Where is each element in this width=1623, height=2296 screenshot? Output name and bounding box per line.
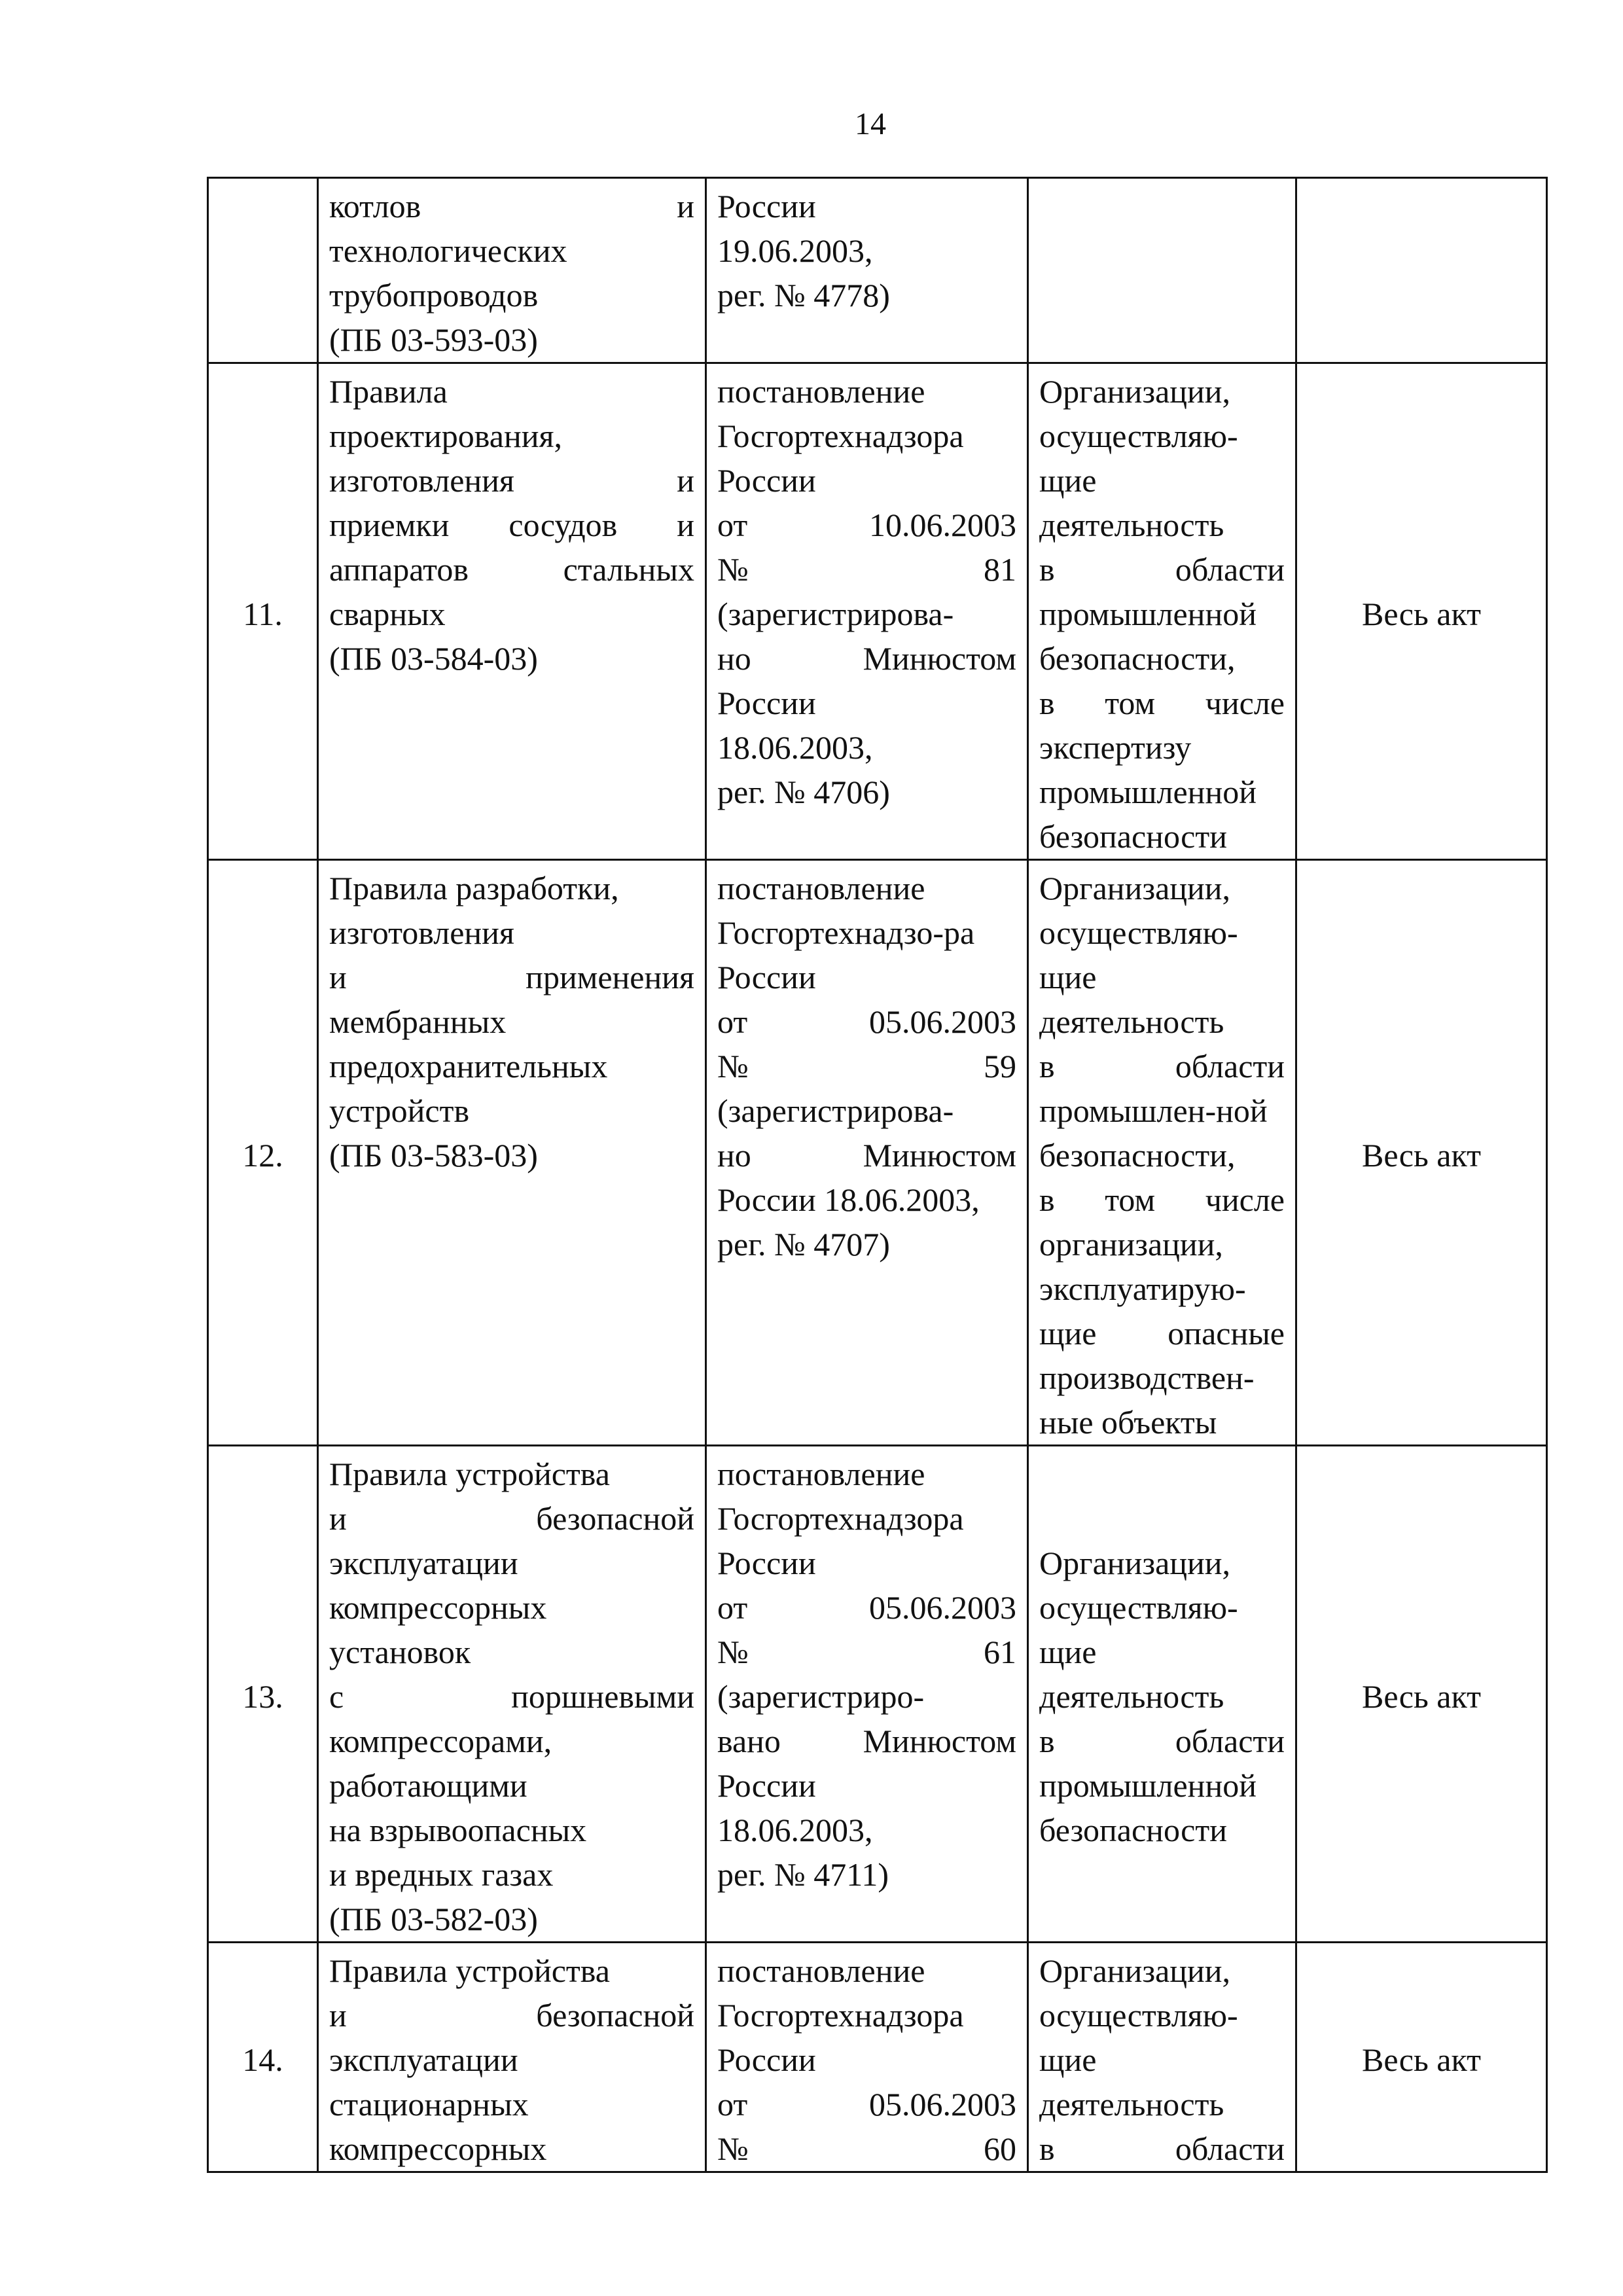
text-line: в области — [1039, 2130, 1285, 2167]
text-line: рег. № 4778) — [717, 277, 890, 314]
text-line: постановление — [717, 373, 925, 410]
text-line: Организации, — [1039, 870, 1231, 906]
text-line: котлов и — [329, 188, 694, 224]
text-line: эксплуатации — [329, 1545, 518, 1581]
text-line: но Минюстом — [717, 1137, 1016, 1174]
applicability-cell — [1028, 363, 1296, 860]
text-line: в области — [1039, 1048, 1285, 1085]
text-line: стационарных — [329, 2086, 529, 2123]
scope-cell: Весь акт — [1296, 1446, 1547, 1943]
text-line: Организации, — [1039, 1545, 1231, 1581]
text-line: безопасности, — [1039, 1137, 1236, 1174]
text-line: (ПБ 03-593-03) — [329, 321, 538, 358]
table-row — [208, 1446, 1547, 1943]
text-line: России — [717, 188, 816, 224]
text-line: России — [717, 959, 816, 996]
text-line: организации, — [1039, 1226, 1223, 1263]
text-line: осуществляю- — [1039, 418, 1238, 454]
text-line: трубопроводов — [329, 277, 539, 314]
text-line: и вредных газах — [329, 1856, 554, 1893]
text-line: России — [717, 1545, 816, 1581]
table-row — [208, 1943, 1547, 2172]
text-line: (зарегистриро- — [717, 1678, 925, 1715]
approval-act-cell — [706, 1446, 1028, 1943]
text-line: 19.06.2003, — [717, 232, 873, 269]
table-row — [208, 363, 1547, 860]
text-line — [1039, 1496, 1285, 1541]
text-line: (ПБ 03-583-03) — [329, 1137, 538, 1174]
approval-act-cell — [706, 178, 1028, 363]
text-line: сварных — [329, 596, 446, 632]
row-number: 12. — [208, 860, 318, 1446]
text-line: Госгортехнадзо-ра — [717, 914, 975, 951]
text-line: с поршневыми — [329, 1678, 694, 1715]
text-line: промышленной — [1039, 596, 1257, 632]
text-line: 18.06.2003, — [717, 729, 873, 766]
text-line: в области — [1039, 551, 1285, 588]
row-number: 14. — [208, 1943, 318, 2172]
text-line: экспертизу — [1039, 729, 1192, 766]
text-line — [1039, 1452, 1285, 1496]
text-line: деятельность — [1039, 1003, 1224, 1040]
text-line: проектирования, — [329, 418, 562, 454]
text-line: изготовления и — [329, 462, 694, 499]
text-line: деятельность — [1039, 2086, 1224, 2123]
row-number: 11. — [208, 363, 318, 860]
text-line: России — [717, 462, 816, 499]
text-line: Госгортехнадзора — [717, 1997, 964, 2034]
text-line: и применения — [329, 959, 694, 996]
applicability-cell — [1028, 1446, 1296, 1943]
text-line: устройств — [329, 1092, 470, 1129]
scope-cell — [1296, 178, 1547, 363]
text-line: компрессорных — [329, 1589, 547, 1626]
table-row — [208, 178, 1547, 363]
text-line: аппаратов стальных — [329, 551, 694, 588]
text-line: промышленной — [1039, 1767, 1257, 1804]
text-line: вано Минюстом — [717, 1723, 1016, 1759]
applicability-cell — [1028, 178, 1296, 363]
text-line: Госгортехнадзора — [717, 418, 964, 454]
text-line: щие — [1039, 2041, 1097, 2078]
text-line: деятельность — [1039, 507, 1224, 543]
text-line: Организации, — [1039, 1952, 1231, 1989]
text-line: приемки сосудов и — [329, 507, 694, 543]
text-line: мембранных — [329, 1003, 507, 1040]
applicability-cell — [1028, 860, 1296, 1446]
text-line: работающими — [329, 1767, 527, 1804]
applicability-cell — [1028, 1943, 1296, 2172]
text-line: постановление — [717, 1456, 925, 1492]
text-line: рег. № 4711) — [717, 1856, 889, 1893]
text-line: Правила устройства — [329, 1456, 610, 1492]
text-line: безопасности — [1039, 1812, 1227, 1848]
text-line: от 05.06.2003 — [717, 1589, 1016, 1626]
page-number: 14 — [855, 107, 886, 141]
text-line: Правила разработки, — [329, 870, 619, 906]
text-line: установок — [329, 1634, 471, 1670]
text-line: осуществляю- — [1039, 914, 1238, 951]
text-line: эксплуатации — [329, 2041, 518, 2078]
text-line: технологических — [329, 232, 567, 269]
scope-cell: Весь акт — [1296, 860, 1547, 1446]
text-line: и безопасной — [329, 1500, 694, 1537]
text-line: производствен- — [1039, 1359, 1255, 1396]
text-line: рег. № 4706) — [717, 774, 890, 810]
text-line: России 18.06.2003, — [717, 1181, 980, 1218]
approval-act-cell — [706, 860, 1028, 1446]
regulations-table — [207, 177, 1548, 2173]
text-line: эксплуатирую- — [1039, 1270, 1246, 1307]
text-line: и безопасной — [329, 1997, 694, 2034]
text-line: изготовления — [329, 914, 514, 951]
document-name-cell — [318, 178, 706, 363]
approval-act-cell — [706, 1943, 1028, 2172]
text-line: № 60 — [717, 2130, 1016, 2167]
text-line: № 59 — [717, 1048, 1016, 1085]
text-line: деятельность — [1039, 1678, 1224, 1715]
document-name-cell — [318, 860, 706, 1446]
text-line: от 05.06.2003 — [717, 2086, 1016, 2123]
text-line: компрессорных — [329, 2130, 547, 2167]
text-line: Правила устройства — [329, 1952, 610, 1989]
text-line: щие — [1039, 1634, 1097, 1670]
text-line: безопасности, — [1039, 640, 1236, 677]
text-line: № 81 — [717, 551, 1016, 588]
scope-cell: Весь акт — [1296, 363, 1547, 860]
text-line: (зарегистрирова- — [717, 596, 954, 632]
text-line: безопасности — [1039, 818, 1227, 855]
text-line: щие — [1039, 959, 1097, 996]
text-line: промышлен-ной — [1039, 1092, 1268, 1129]
scope-cell: Весь акт — [1296, 1943, 1547, 2172]
text-line: щие — [1039, 462, 1097, 499]
text-line: (зарегистрирова- — [717, 1092, 954, 1129]
text-line: но Минюстом — [717, 640, 1016, 677]
text-line: рег. № 4707) — [717, 1226, 890, 1263]
text-line: России — [717, 1767, 816, 1804]
text-line: предохранительных — [329, 1048, 608, 1085]
text-line: в том числе — [1039, 685, 1285, 721]
text-line: (ПБ 03-584-03) — [329, 640, 538, 677]
text-line: постановление — [717, 1952, 925, 1989]
text-line: в области — [1039, 1723, 1285, 1759]
document-name-cell — [318, 1943, 706, 2172]
row-number: 13. — [208, 1446, 318, 1943]
document-name-cell — [318, 1446, 706, 1943]
text-line: 18.06.2003, — [717, 1812, 873, 1848]
text-line: Правила — [329, 373, 448, 410]
text-line: на взрывоопасных — [329, 1812, 587, 1848]
document-name-cell — [318, 363, 706, 860]
approval-act-cell — [706, 363, 1028, 860]
text-line: от 05.06.2003 — [717, 1003, 1016, 1040]
table-row — [208, 860, 1547, 1446]
text-line: (ПБ 03-582-03) — [329, 1901, 538, 1937]
text-line: постановление — [717, 870, 925, 906]
text-line: осуществляю- — [1039, 1997, 1238, 2034]
text-line: ные объекты — [1039, 1404, 1217, 1441]
text-line: в том числе — [1039, 1181, 1285, 1218]
text-line: Госгортехнадзора — [717, 1500, 964, 1537]
text-line: России — [717, 2041, 816, 2078]
text-line: России — [717, 685, 816, 721]
text-line: компрессорами, — [329, 1723, 552, 1759]
text-line: осуществляю- — [1039, 1589, 1238, 1626]
text-line: от 10.06.2003 — [717, 507, 1016, 543]
text-line: промышленной — [1039, 774, 1257, 810]
text-line: Организации, — [1039, 373, 1231, 410]
text-line: № 61 — [717, 1634, 1016, 1670]
text-line: щие опасные — [1039, 1315, 1285, 1352]
row-number — [208, 178, 318, 363]
